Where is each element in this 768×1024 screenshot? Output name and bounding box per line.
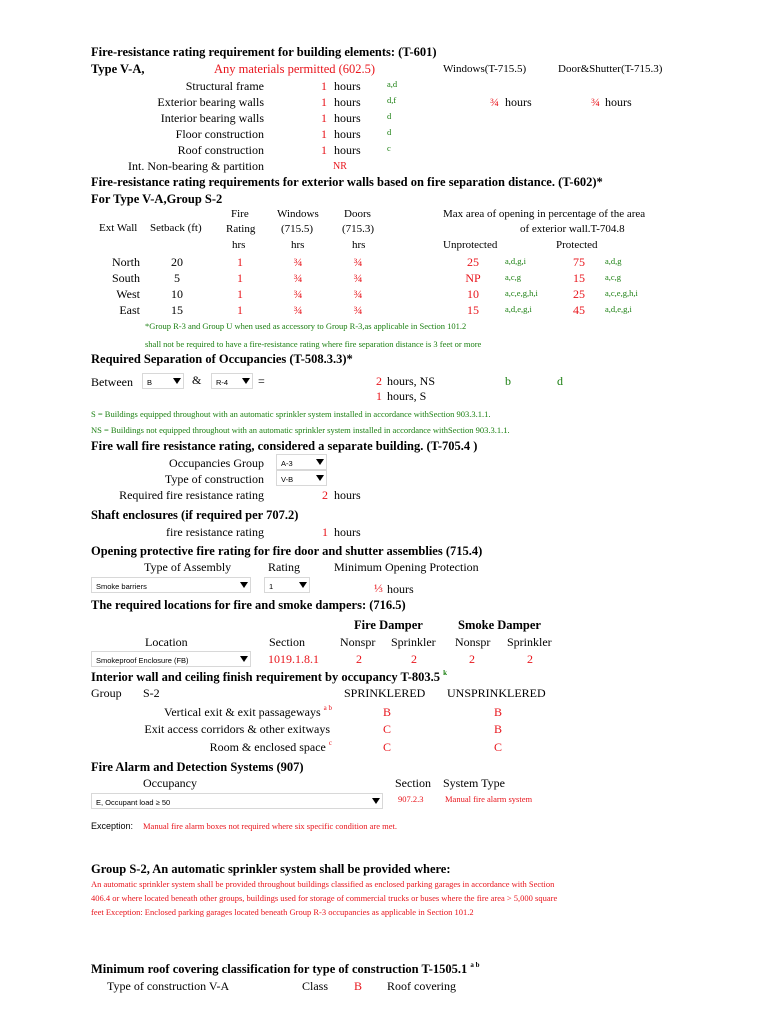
setback-value: 10 bbox=[171, 287, 183, 301]
col-ext-wall: Ext Wall bbox=[99, 222, 138, 234]
door-rating-number: ¾ bbox=[591, 95, 600, 109]
finish-space-text: Vertical exit & exit passageways bbox=[164, 705, 321, 719]
between-label: Between bbox=[91, 375, 133, 389]
unprotected-note: a,c,g bbox=[505, 272, 522, 282]
damper-location-select[interactable] bbox=[91, 651, 251, 667]
chevron-down-icon bbox=[316, 475, 324, 481]
door-shutter-header: Door&Shutter(T-715.3) bbox=[558, 63, 663, 75]
col-section: Section bbox=[269, 635, 305, 649]
col-occupancy: Occupancy bbox=[143, 776, 197, 790]
footnote-ref: a,d bbox=[387, 79, 398, 89]
t803-heading-text: Interior wall and ceiling finish requirement by occupancy T-803.5 bbox=[91, 670, 440, 684]
t508-heading: Required Separation of Occupancies (T-508.3.3)* bbox=[91, 352, 353, 366]
max-area-header-2: of exterior wall.T-704.8 bbox=[520, 223, 625, 235]
t803-heading-sup: k bbox=[443, 669, 448, 677]
wall-name: North bbox=[112, 255, 140, 269]
col-rating: Rating bbox=[268, 560, 300, 574]
unprotected-value: 25 bbox=[467, 255, 479, 269]
construction-type-label: Type V-A, bbox=[91, 62, 145, 76]
max-area-header-1: Max area of opening in percentage of the area bbox=[443, 208, 646, 220]
col-protected: Protected bbox=[556, 239, 598, 251]
shaft-rating-label: fire resistance rating bbox=[166, 525, 264, 539]
t602-footnote-1: *Group R-3 and Group U when used as accessory to Group R-3,as applicable in Section 101.2 bbox=[145, 321, 467, 331]
exception-label: Exception: bbox=[91, 821, 134, 831]
t1505-heading bbox=[91, 963, 480, 976]
door-rating: ¾ bbox=[353, 255, 363, 269]
rating-number: 1 bbox=[321, 143, 327, 157]
setback-value: 20 bbox=[171, 255, 183, 269]
col-windows-2: (715.5) bbox=[281, 223, 314, 235]
rating-unit: hours bbox=[334, 127, 361, 141]
assembly-type-select[interactable] bbox=[91, 577, 251, 593]
element-label: Floor construction bbox=[175, 127, 264, 141]
col-assembly-type: Type of Assembly bbox=[144, 560, 232, 574]
finish-space-label bbox=[210, 741, 332, 753]
col-unsprinklered: UNSPRINKLERED bbox=[447, 686, 546, 700]
element-label: Interior bearing walls bbox=[160, 111, 264, 125]
col-doors-3: hrs bbox=[352, 239, 366, 251]
protected-value: 15 bbox=[573, 271, 585, 285]
protected-value: 75 bbox=[573, 255, 585, 269]
occupancy-group-label: Occupancies Group bbox=[169, 456, 264, 470]
footnote-b: b bbox=[505, 374, 511, 388]
door-rating: ¾ bbox=[353, 303, 363, 317]
occupancy-group-select[interactable] bbox=[276, 454, 327, 470]
col-section: Section bbox=[395, 776, 431, 790]
t716-heading: The required locations for fire and smoke dampers: (716.5) bbox=[91, 598, 406, 612]
col-unprotected: Unprotected bbox=[443, 239, 498, 251]
t715-heading: Opening protective fire rating for fire door and shutter assemblies (715.4) bbox=[91, 544, 483, 558]
damper-section-value: 1019.1.8.1 bbox=[268, 652, 319, 666]
col-fire-3: hrs bbox=[232, 239, 246, 251]
window-rating: ¾ bbox=[293, 271, 303, 285]
rating-number: 1 bbox=[321, 111, 327, 125]
group-label: Group bbox=[91, 686, 122, 700]
occupancy-select[interactable] bbox=[91, 793, 383, 809]
col-fire-2: Rating bbox=[226, 223, 256, 235]
wall-name: East bbox=[119, 303, 140, 317]
element-label: Int. Non-bearing & partition bbox=[128, 159, 264, 173]
occupancy-group-value: A-3 bbox=[281, 459, 293, 468]
window-rating-number: ¾ bbox=[490, 95, 499, 109]
protected-note: a,d,g bbox=[605, 256, 622, 266]
rating-number: 1 bbox=[321, 79, 327, 93]
t1505-heading-sup: a b bbox=[470, 961, 480, 969]
sprinkler-text-1: An automatic sprinkler system shall be provided throughout buildings classified as enclosed parking garages in accordance with Section bbox=[91, 879, 555, 889]
chevron-down-icon bbox=[173, 378, 181, 384]
footnote-ref: c bbox=[387, 143, 391, 153]
s-hours-label: hours, S bbox=[387, 389, 427, 403]
footnote-ref: d bbox=[387, 127, 392, 137]
alarm-system-value: Manual fire alarm system bbox=[445, 794, 533, 804]
exception-text: Manual fire alarm boxes not required where six specific condition are met. bbox=[143, 821, 397, 831]
unprotected-value: 10 bbox=[467, 287, 479, 301]
window-rating: ¾ bbox=[293, 303, 303, 317]
door-rating-unit: hours bbox=[605, 95, 632, 109]
unsprinklered-class: C bbox=[494, 740, 503, 754]
chevron-down-icon bbox=[316, 459, 324, 465]
rating-unit: hours bbox=[334, 111, 361, 125]
window-rating: ¾ bbox=[293, 287, 303, 301]
col-location: Location bbox=[145, 635, 188, 649]
window-rating: ¾ bbox=[293, 255, 303, 269]
occupancy-value: E, Occupant load ≥ 50 bbox=[96, 798, 171, 807]
door-rating: ¾ bbox=[353, 271, 363, 285]
finish-space-label bbox=[164, 706, 332, 718]
col-windows-1: Windows bbox=[277, 208, 319, 220]
sprinklered-class: B bbox=[383, 705, 392, 719]
roof-construction-type: Type of construction V-A bbox=[107, 979, 230, 993]
min-protection-unit: hours bbox=[387, 582, 414, 596]
required-rating-unit: hours bbox=[334, 488, 361, 502]
col-system-type: System Type bbox=[443, 776, 505, 790]
sprinkler-text-3: feet Exception: Enclosed parking garages located beneath Group R-3 occupancies as applicable in Section 101.2 bbox=[91, 907, 474, 917]
col-doors-1: Doors bbox=[344, 208, 371, 220]
min-protection-number: ⅓ bbox=[374, 581, 383, 595]
t602-heading: Fire-resistance rating requirements for exterior walls based on fire separation distance. (T-602)* bbox=[91, 175, 603, 189]
fire-rating: 1 bbox=[237, 271, 243, 285]
unprotected-note: a,d,g,i bbox=[505, 256, 527, 266]
element-label: Structural frame bbox=[185, 79, 264, 93]
equals-sign: = bbox=[258, 374, 265, 388]
finish-space-sup: c bbox=[328, 739, 332, 747]
smoke-nonspr-value: 2 bbox=[469, 652, 475, 666]
fire-sprinkler-value: 2 bbox=[411, 652, 417, 666]
finish-space-text: Room & enclosed space bbox=[209, 740, 326, 754]
shaft-heading: Shaft enclosures (if required per 707.2) bbox=[91, 508, 299, 522]
s-hours-number: 1 bbox=[376, 389, 382, 403]
col-min-protection: Minimum Opening Protection bbox=[334, 560, 479, 574]
occupancy-1-select[interactable] bbox=[142, 373, 184, 389]
sprinkler-text-2: 406.4 or where located beneath other groups, buildings used for storage of commercial trucks or buses where the fire area > 5,000 square bbox=[91, 893, 558, 903]
t803-heading bbox=[91, 671, 447, 684]
footnote-d: d bbox=[557, 374, 563, 388]
window-rating-unit: hours bbox=[505, 95, 532, 109]
unprotected-value: NP bbox=[465, 271, 481, 285]
wall-name: West bbox=[116, 287, 140, 301]
chevron-down-icon bbox=[240, 656, 248, 662]
rating-select[interactable] bbox=[264, 577, 310, 593]
col-windows-3: hrs bbox=[291, 239, 305, 251]
roof-class-label: Class bbox=[302, 979, 329, 993]
t602-subheading: For Type V-A,Group S-2 bbox=[91, 192, 223, 206]
construction-type-value: V-B bbox=[281, 475, 294, 484]
protected-note: a,c,g bbox=[605, 272, 622, 282]
col-fire-nonspr: Nonspr bbox=[340, 635, 376, 649]
rating-unit: hours bbox=[334, 79, 361, 93]
protected-note: a,c,e,g,h,i bbox=[605, 288, 638, 298]
element-label: Roof construction bbox=[177, 143, 264, 157]
any-materials-note: Any materials permitted (602.5) bbox=[214, 62, 376, 76]
smoke-damper-header: Smoke Damper bbox=[458, 618, 541, 632]
footnote-ref: d,f bbox=[387, 95, 397, 105]
ns-hours-label: hours, NS bbox=[387, 374, 436, 388]
finish-space-label: Exit access corridors & other exitways bbox=[144, 722, 330, 736]
rating-unit: hours bbox=[334, 143, 361, 157]
fire-damper-header: Fire Damper bbox=[354, 618, 423, 632]
protected-note: a,d,e,g,i bbox=[605, 304, 632, 314]
col-fire-sprinkler: Sprinkler bbox=[391, 635, 436, 649]
footnote-ref: d bbox=[387, 111, 392, 121]
chevron-down-icon bbox=[299, 582, 307, 588]
unprotected-note: a,d,e,g,i bbox=[505, 304, 532, 314]
unprotected-value: 15 bbox=[467, 303, 479, 317]
element-label: Exterior bearing walls bbox=[157, 95, 264, 109]
rating-number: NR bbox=[333, 161, 347, 172]
assembly-type-value: Smoke barriers bbox=[96, 582, 147, 591]
rating-unit: hours bbox=[334, 95, 361, 109]
roof-class-value: B bbox=[354, 979, 363, 993]
setback-value: 15 bbox=[171, 303, 183, 317]
chevron-down-icon bbox=[242, 378, 250, 384]
col-fire-1: Fire bbox=[231, 208, 249, 220]
col-doors-2: (715.3) bbox=[342, 223, 375, 235]
col-smoke-nonspr: Nonspr bbox=[455, 635, 491, 649]
unsprinklered-class: B bbox=[494, 722, 503, 736]
t602-footnote-2: shall not be required to have a fire-resistance rating where fire separation distance is 3 feet or more bbox=[145, 339, 482, 349]
rating-number: 1 bbox=[321, 127, 327, 141]
wall-name: South bbox=[111, 271, 140, 285]
protected-value: 45 bbox=[573, 303, 585, 317]
fire-rating: 1 bbox=[237, 303, 243, 317]
unsprinklered-class: B bbox=[494, 705, 503, 719]
required-rating-number: 2 bbox=[322, 488, 328, 502]
fire-nonspr-value: 2 bbox=[356, 652, 362, 666]
setback-value: 5 bbox=[174, 271, 180, 285]
construction-type-label: Type of construction bbox=[164, 472, 264, 486]
t705-heading: Fire wall fire resistance rating, considered a separate building. (T-705.4 ) bbox=[91, 439, 478, 453]
col-smoke-sprinkler: Sprinkler bbox=[507, 635, 552, 649]
damper-location-value: Smokeproof Enclosure (FB) bbox=[96, 656, 189, 665]
shaft-rating-number: 1 bbox=[322, 525, 328, 539]
chevron-down-icon bbox=[240, 582, 248, 588]
ampersand: & bbox=[192, 373, 202, 387]
t1505-heading-text: Minimum roof covering classification for type of construction T-1505.1 bbox=[91, 962, 468, 976]
fire-rating: 1 bbox=[237, 287, 243, 301]
occupancy-1-value: B bbox=[147, 378, 153, 387]
sprinklered-definition: S = Buildings equipped throughout with an automatic sprinkler system installed in accordance withSection 903.3.1.1. bbox=[91, 409, 491, 419]
door-rating: ¾ bbox=[353, 287, 363, 301]
construction-type-select[interactable] bbox=[276, 470, 327, 486]
shaft-rating-unit: hours bbox=[334, 525, 361, 539]
fire-rating: 1 bbox=[237, 255, 243, 269]
ns-hours-number: 2 bbox=[376, 374, 382, 388]
chevron-down-icon bbox=[372, 798, 380, 804]
sprinklered-class: C bbox=[383, 740, 392, 754]
occupancy-2-value: R-4 bbox=[216, 378, 229, 387]
sprinkler-heading: Group S-2, An automatic sprinkler system shall be provided where: bbox=[91, 862, 451, 876]
t907-heading: Fire Alarm and Detection Systems (907) bbox=[91, 760, 304, 774]
windows-header: Windows(T-715.5) bbox=[443, 63, 527, 75]
t601-heading: Fire-resistance rating requirement for building elements: (T-601) bbox=[91, 45, 437, 59]
sprinklered-class: C bbox=[383, 722, 392, 736]
occupancy-2-select[interactable] bbox=[211, 373, 253, 389]
rating-value: 1 bbox=[269, 582, 274, 591]
required-rating-label: Required fire resistance rating bbox=[119, 488, 264, 502]
nonsprinklered-definition: NS = Buildings not equipped throughout with an automatic sprinkler system installed in accordance withSection 903.3.1.1. bbox=[91, 425, 510, 435]
smoke-sprinkler-value: 2 bbox=[527, 652, 533, 666]
unprotected-note: a,c,e,g,h,i bbox=[505, 288, 538, 298]
finish-space-sup: a b bbox=[323, 704, 332, 712]
col-setback: Setback (ft) bbox=[150, 222, 202, 234]
protected-value: 25 bbox=[573, 287, 585, 301]
roof-covering-label: Roof covering bbox=[387, 979, 456, 993]
group-value: S-2 bbox=[143, 686, 160, 700]
rating-number: 1 bbox=[321, 95, 327, 109]
alarm-section-value: 907.2.3 bbox=[398, 794, 424, 804]
col-sprinklered: SPRINKLERED bbox=[344, 686, 426, 700]
